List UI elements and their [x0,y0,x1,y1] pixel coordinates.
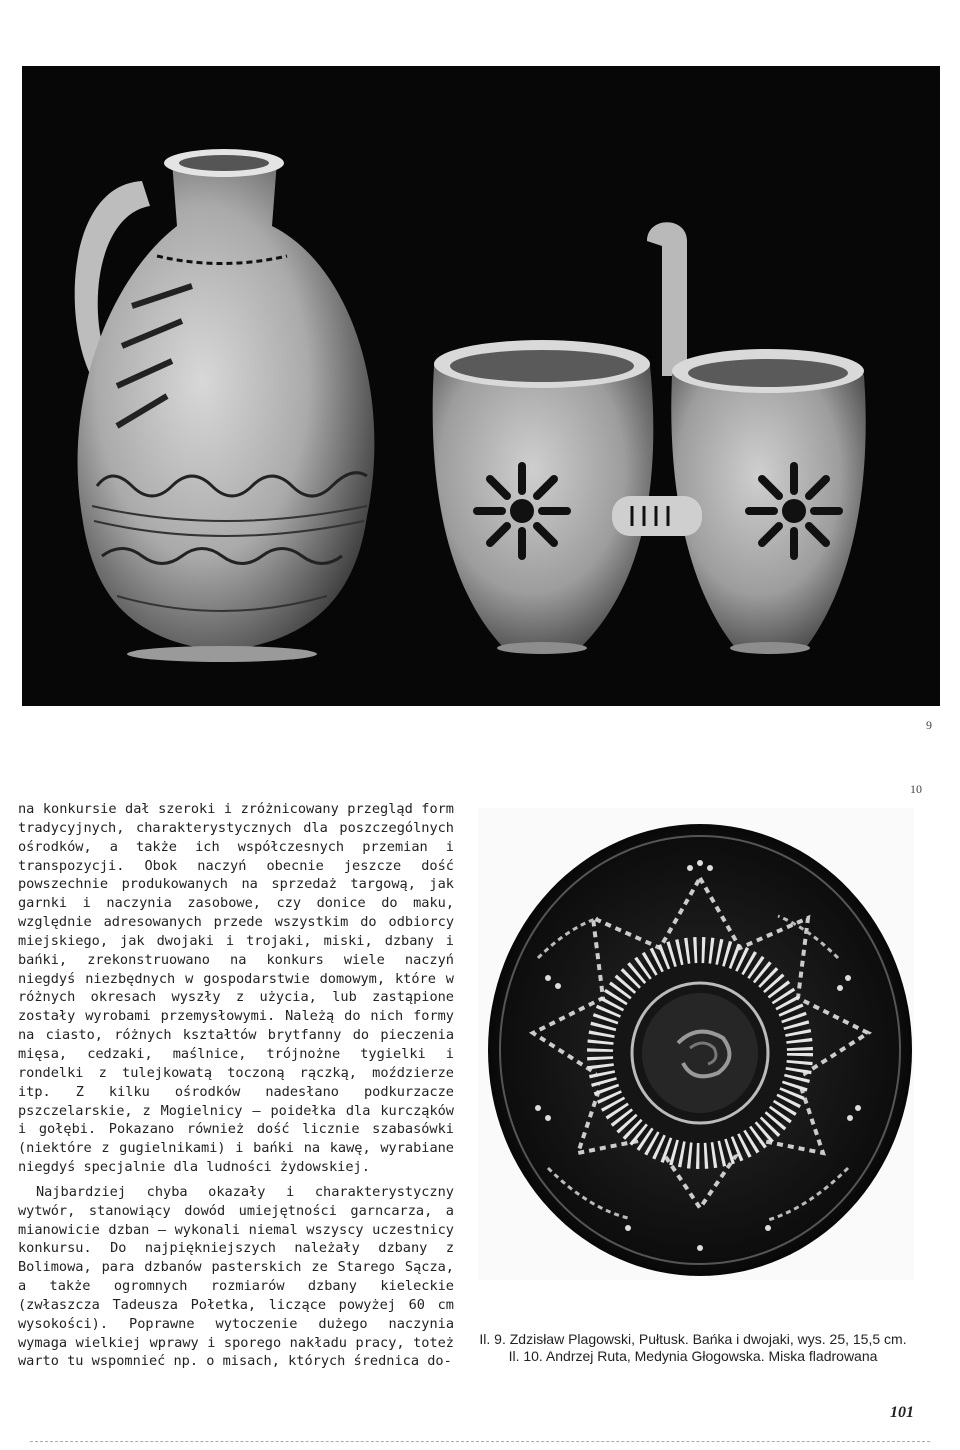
body-paragraph: na konkursie dał szeroki i zróżnicowany przegląd form tradycyjnych, charakterystycznych dla poszczególnych ośrodków, a także ich współczesnych przemian i transpozycji. Obok naczyń obecnie jeszcze dość powszechnie produkowanych na sprzedaż targową, jak garnki i naczynia zasobowe, czy donice do maku, względnie adresowanych przede wszystkim do odbiorcy miejskiego, jak dwojaki i trojaki, miski, dzbany i bańki, zrekonstruowano na konkurs wiele naczyń niegdyś niezbędnych w gospodarstwie domowym, które w różnych okresach wyszły z użycia, lub zastąpione zostały wyrobami przemysłowymi. Należą do nich formy na ciasto, różnych kształtów brytfanny do pieczenia mięsa, cedzaki, maślnice, trójnożne tygielki i rondelki z tulejkowatą toczoną rączką, moździerze itp. Z kilku ośrodków nadesłano podkurzacze pszczelarskie, z Mogielnicy — poidełka dla kurcząków i gołębi. Pokazano również dość licznie szabasówki (niektóre z gugielnikami) i bańki na kawę, wyrabiane niegdyś specjalnie dla ludności żydowskiej. [18,801,454,1176]
body-paragraph: Najbardziej chyba okazały i charakterystyczny wytwór, stanowiący dowód umiejętności garncarza, a mianowicie dzban — wykonali niemal wszyscy uczestnicy konkursu. Do najpiękniejszych należały dzbany z Bolimowa, para dzbanów pasterskich ze Starego Sącza, a także ogromnych rozmiarów dzbany kieleckie (zwłaszcza Tadeusza Połetka, liczące powyżej 60 cm wysokości). Poprawne wytoczenie dużego naczynia wymaga wielkiej wprawy i sporego nakładu pracy, toteż warto tu wspomnieć np. o misach, których średnica do- [18,1183,454,1370]
page-number: 101 [890,1404,914,1421]
plate-illustration [478,808,914,1280]
figure-caption: Il. 9. Zdzisław Plagowski, Pułtusk. Bańka i dwojaki, wys. 25, 15,5 cm. Il. 10. Andrzej Ruta, Medynia Głogowska. Miska fladrowana [479,1331,907,1364]
figure-9-photo [22,66,940,706]
pottery-illustration [22,66,940,706]
figure-9-number: 9 [926,718,932,732]
body-text [18,800,454,1371]
figure-10-number: 10 [910,782,922,796]
bottom-rule [30,1441,930,1442]
figure-10-photo [478,808,914,1280]
